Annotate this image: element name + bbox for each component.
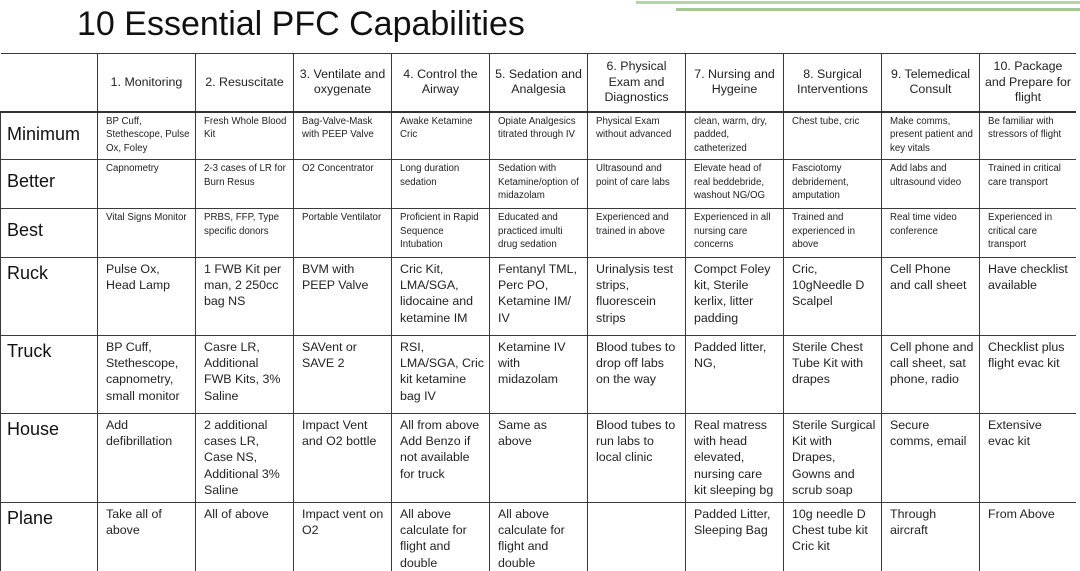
capabilities-table — [0, 53, 1076, 571]
table-cell: Compct Foley kit, Sterile kerlix, litter padding — [686, 258, 784, 336]
table-cell: Real matress with head elevated, nursing care kit sleeping bg — [686, 414, 784, 503]
table-cell: Awake Ketamine Cric — [392, 112, 490, 160]
table-cell: PRBS, FFP, Type specific donors — [196, 209, 294, 258]
table-cell: Have checklist available — [980, 258, 1077, 336]
table-cell: BP Cuff, Stethescope, Pulse Ox, Foley — [98, 112, 196, 160]
column-header: 10. Package and Prepare for flight — [980, 54, 1077, 112]
table-cell: Trained and experienced in above — [784, 209, 882, 258]
header-row — [1, 54, 1077, 112]
table-cell: O2 Concentrator — [294, 160, 392, 209]
table-cell: SAVent or SAVE 2 — [294, 336, 392, 414]
column-header: 2. Resuscitate — [196, 54, 294, 112]
row-label: Better — [1, 160, 98, 209]
table-cell: Vital Signs Monitor — [98, 209, 196, 258]
table-cell: Impact vent on O2 — [294, 503, 392, 571]
table-cell: Cell phone and call sheet, sat phone, radio — [882, 336, 980, 414]
table-cell: 1 FWB Kit per man, 2 250cc bag NS — [196, 258, 294, 336]
table-cell: Bag-Valve-Mask with PEEP Valve — [294, 112, 392, 160]
table-cell: Checklist plus flight evac kit — [980, 336, 1077, 414]
table-cell: Long duration sedation — [392, 160, 490, 209]
table-cell: Chest tube, cric — [784, 112, 882, 160]
table-cell: Pulse Ox, Head Lamp — [98, 258, 196, 336]
table-cell: Fasciotomy debridement, amputation — [784, 160, 882, 209]
table-cell: Extensive evac kit — [980, 414, 1077, 503]
table-cell: Same as above — [490, 414, 588, 503]
column-header: 3. Ventilate and oxygenate — [294, 54, 392, 112]
table-row-ruck — [1, 258, 1077, 336]
table-cell: Through aircraft — [882, 503, 980, 571]
table-cell: Physical Exam without advanced — [588, 112, 686, 160]
table-cell: Cell Phone and call sheet — [882, 258, 980, 336]
table-cell: Take all of above — [98, 503, 196, 571]
table-cell: All from above Add Benzo if not available for truck — [392, 414, 490, 503]
table-cell: All above calculate for flight and double — [490, 503, 588, 571]
table-row-best — [1, 209, 1077, 258]
table-cell: Ketamine IV with midazolam — [490, 336, 588, 414]
table-cell: RSI, LMA/SGA, Cric kit ketamine bag IV — [392, 336, 490, 414]
table-cell: Educated and practiced imulti drug sedation — [490, 209, 588, 258]
slide-title: 10 Essential PFC Capabilities — [77, 5, 525, 43]
table-cell: Padded litter, NG, — [686, 336, 784, 414]
table-cell: Sterile Chest Tube Kit with drapes — [784, 336, 882, 414]
table-cell: Ultrasound and point of care labs — [588, 160, 686, 209]
table-cell: Experienced in all nursing care concerns — [686, 209, 784, 258]
table-cell: Fentanyl TML, Perc PO, Ketamine IM/ IV — [490, 258, 588, 336]
table-row-house — [1, 414, 1077, 503]
row-label: Plane — [1, 503, 98, 571]
table-cell: BVM with PEEP Valve — [294, 258, 392, 336]
table-cell: Portable Ventilator — [294, 209, 392, 258]
table-row-better — [1, 160, 1077, 209]
table-cell: Blood tubes to run labs to local clinic — [588, 414, 686, 503]
table-cell: Real time video conference — [882, 209, 980, 258]
table-cell: Sterile Surgical Kit with Drapes, Gowns and scrub soap — [784, 414, 882, 503]
table-cell: Trained in critical care transport — [980, 160, 1077, 209]
table-cell: Elevate head of real beddebride, washout NG/OG — [686, 160, 784, 209]
table-cell: Experienced and trained in above — [588, 209, 686, 258]
table-cell: clean, warm, dry, padded, catheterized — [686, 112, 784, 160]
table-cell: Add defibrillation — [98, 414, 196, 503]
accent-lines — [636, 0, 1080, 16]
table-cell: All above calculate for flight and double — [392, 503, 490, 571]
table-cell: Urinalysis test strips, fluorescein strips — [588, 258, 686, 336]
row-label: Best — [1, 209, 98, 258]
table-cell: Sedation with Ketamine/option of midazolam — [490, 160, 588, 209]
corner-cell — [1, 54, 98, 112]
table-cell: Secure comms, email — [882, 414, 980, 503]
table-cell: Cric, 10gNeedle D Scalpel — [784, 258, 882, 336]
table-row-minimum — [1, 112, 1077, 160]
table-cell: Impact Vent and O2 bottle — [294, 414, 392, 503]
capabilities-table-container — [0, 53, 1076, 571]
table-cell: Fresh Whole Blood Kit — [196, 112, 294, 160]
table-cell: From Above — [980, 503, 1077, 571]
table-cell: Cric Kit, LMA/SGA, lidocaine and ketamine IM — [392, 258, 490, 336]
table-cell: 2 additional cases LR, Case NS, Additional 3% Saline — [196, 414, 294, 503]
column-header: 6. Physical Exam and Diagnostics — [588, 54, 686, 112]
row-label: Ruck — [1, 258, 98, 336]
table-cell: BP Cuff, Stethescope, capnometry, small monitor — [98, 336, 196, 414]
column-header: 5. Sedation and Analgesia — [490, 54, 588, 112]
table-cell: All of above — [196, 503, 294, 571]
table-cell: Experienced in critical care transport — [980, 209, 1077, 258]
table-row-truck — [1, 336, 1077, 414]
table-cell: Add labs and ultrasound video — [882, 160, 980, 209]
column-header: 4. Control the Airway — [392, 54, 490, 112]
table-cell: Opiate Analgesics titrated through IV — [490, 112, 588, 160]
table-cell: 10g needle D Chest tube kit Cric kit — [784, 503, 882, 571]
table-cell: Padded Litter, Sleeping Bag — [686, 503, 784, 571]
table-row-plane — [1, 503, 1077, 571]
table-cell: 2-3 cases of LR for Burn Resus — [196, 160, 294, 209]
table-cell: Be familiar with stressors of flight — [980, 112, 1077, 160]
row-label: Minimum — [1, 112, 98, 160]
column-header: 9. Telemedical Consult — [882, 54, 980, 112]
column-header: 7. Nursing and Hygeine — [686, 54, 784, 112]
table-cell: Casre LR, Additional FWB Kits, 3% Saline — [196, 336, 294, 414]
table-cell: Make comms, present patient and key vitals — [882, 112, 980, 160]
table-cell: Blood tubes to drop off labs on the way — [588, 336, 686, 414]
column-header: 8. Surgical Interventions — [784, 54, 882, 112]
row-label: House — [1, 414, 98, 503]
table-cell: Proficient in Rapid Sequence Intubation — [392, 209, 490, 258]
table-cell — [588, 503, 686, 571]
row-label: Truck — [1, 336, 98, 414]
table-cell: Capnometry — [98, 160, 196, 209]
column-header: 1. Monitoring — [98, 54, 196, 112]
